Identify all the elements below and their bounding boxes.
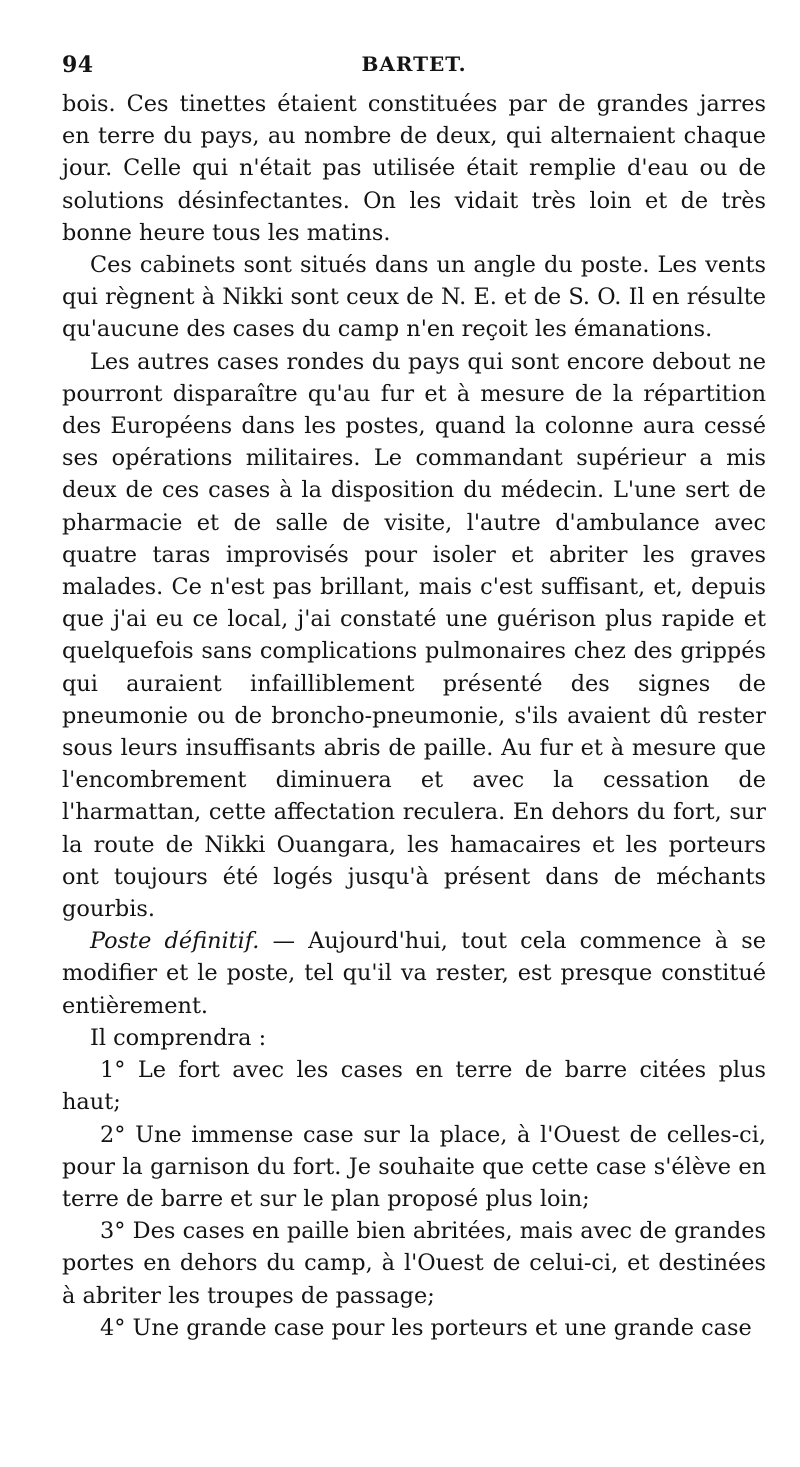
em-dash: — [259, 928, 309, 955]
paragraph: Il comprendra : [90, 1024, 267, 1051]
body-text [62, 88, 766, 1344]
running-head: BARTET. [361, 52, 467, 76]
paragraph-poste-definitif [62, 925, 766, 1022]
list-item: 1° Le fort avec les cases en terre de barre citées plus haut; [62, 1057, 766, 1116]
list-item: 4° Une grande case pour les porteurs et une grande case [100, 1314, 752, 1341]
page-header [62, 52, 766, 86]
list-item: 3° Des cases en paille bien abritées, mais avec de grandes portes en dehors du camp, à l'Ouest de celui-ci, et destinées à abriter les troupes de passage; [62, 1218, 766, 1309]
paragraph: Les autres cases rondes du pays qui sont encore debout ne pourront disparaître qu'au fur et à mesure de la répartition des Européens dans les postes, quand la colonne aura cessé ses opérations militaires. Le commandant supérieur a mis deux de ces cases à la disposition du médecin. L'une sert de pharmacie et de salle de visite, l'autre d'ambulance avec quatre taras improvisés pour isoler et abriter les graves malades. Ce n'est pas brillant, mais c'est suffisant, et, depuis que j'ai eu ce local, j'ai constaté une guérison plus rapide et quelquefois sans complications pulmonaires chez des grippés qui auraient infailliblement présenté des signes de pneumonie ou de broncho-pneumonie, s'ils avaient dû rester sous leurs insuffisants abris de paille. Au fur et à mesure que l'encombrement diminuera et avec la cessation de l'harmattan, cette affectation reculera. En dehors du fort, sur la route de Nikki Ouangara, les hamacaires et les porteurs ont toujours été logés jusqu'à présent dans de méchants gourbis. [62, 348, 766, 923]
paragraph: Ces cabinets sont situés dans un angle du poste. Les vents qui règnent à Nikki sont ceux de N. E. et de S. O. Il en résulte qu'aucune des cases du camp n'en reçoit les émanations. [62, 252, 766, 343]
page-number: 94 [62, 52, 94, 78]
list-item: 2° Une immense case sur la place, à l'Ouest de celles-ci, pour la garnison du fort. Je souhaite que cette case s'élève en terre de barre et sur le plan proposé plus loin; [62, 1121, 766, 1212]
paragraph: bois. Ces tinettes étaient constituées par de grandes jarres en terre du pays, au nombre de deux, qui alternaient chaque jour. Celle qui n'était pas utilisée était remplie d'eau ou de solutions désinfectantes. On les vidait très loin et de très bonne heure tous les matins. [62, 91, 766, 246]
section-run-in-heading: Poste définitif. [90, 928, 260, 955]
paragraph-text: Aujourd'hui, tout cela commence à se modifier et le poste, tel qu'il va rester, est presque constitué entièrement. [62, 928, 766, 1019]
